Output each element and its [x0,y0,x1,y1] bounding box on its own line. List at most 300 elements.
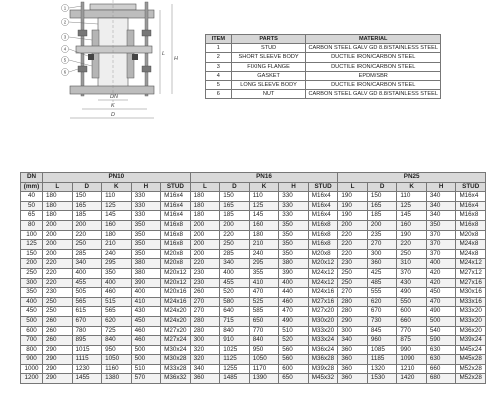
table-cell: 440 [279,288,309,298]
table-cell: 340 [426,192,456,202]
table-cell: 390 [279,268,309,278]
table-cell: 565 [72,297,102,307]
dn-cell: 80 [21,220,43,230]
table-cell: 990 [397,345,427,355]
table-cell: 770 [249,326,279,336]
table-cell: M16x4 [308,201,338,211]
table-cell: 280 [190,316,220,326]
dn-cell: 250 [21,268,43,278]
table-row [21,268,486,278]
dismantling-joint-drawing [0,0,200,140]
table-cell: 370 [426,249,456,259]
table-cell: 165 [72,201,102,211]
table-cell: 650 [279,374,309,384]
table-cell: 330 [279,211,309,221]
table-cell: M16x8 [161,240,191,250]
table-cell: 340 [72,259,102,269]
dn-cell: 450 [21,307,43,317]
table-cell: M27x20 [161,326,191,336]
table-cell: M20x12 [161,268,191,278]
table-row [21,297,486,307]
table-cell: 490 [426,307,456,317]
table-cell: M24x16 [161,297,191,307]
table-cell: 1090 [397,355,427,365]
table-cell: 250 [43,307,73,317]
dn-cell: 500 [21,316,43,326]
table-cell: 200 [72,220,102,230]
table-cell: 185 [220,211,250,221]
callout-4: 4 [63,46,67,52]
table-cell: 455 [220,278,250,288]
table-cell: 160 [102,220,132,230]
table-cell: 840 [102,336,132,346]
table-cell: 200 [43,240,73,250]
table-cell: M45x28 [456,355,486,365]
table-cell: 500 [426,316,456,326]
dn-cell: 1200 [21,374,43,384]
table-cell: 510 [279,326,309,336]
table-cell: 110 [397,192,427,202]
part-item-number: 1 [206,44,232,53]
table-cell: 780 [72,326,102,336]
table-cell: 165 [367,201,397,211]
table-cell: 910 [220,336,250,346]
header-material: MATERIAL [306,35,441,44]
table-cell: 180 [190,201,220,211]
table-cell: M16x8 [308,240,338,250]
table-cell: 1085 [367,345,397,355]
dn-cell: 900 [21,355,43,365]
table-cell: 950 [102,345,132,355]
table-cell: 150 [72,192,102,202]
column-header-l: L [190,182,220,192]
table-cell: M20x8 [308,249,338,259]
table-cell: 285 [220,249,250,259]
table-cell: 430 [397,278,427,288]
table-cell: 295 [249,259,279,269]
table-cell: 620 [367,297,397,307]
table-cell: M24x20 [161,307,191,317]
table-cell: 400 [131,288,161,298]
header-group-pn25: PN25 [338,173,486,183]
table-row [21,316,486,326]
table-row [21,326,486,336]
table-cell: 280 [190,326,220,336]
table-cell: 360 [338,355,368,365]
table-cell: M16x8 [456,220,486,230]
dn-cell: 350 [21,288,43,298]
table-cell: 350 [279,249,309,259]
table-cell: 200 [367,220,397,230]
table-cell: 185 [72,211,102,221]
table-cell: 350 [131,230,161,240]
table-cell: M36x20 [456,326,486,336]
table-cell: 715 [220,316,250,326]
table-cell: M20x12 [161,278,191,288]
header-dn: DN [21,173,43,183]
table-cell: 460 [279,297,309,307]
table-cell: 270 [190,307,220,317]
dn-cell: 800 [21,345,43,355]
column-header-l: L [43,182,73,192]
table-cell: 515 [102,297,132,307]
dims-header-groups [21,173,486,183]
table-cell: M20x16 [161,288,191,298]
table-cell: M30x28 [161,355,191,365]
table-cell: 110 [102,192,132,202]
table-cell: 400 [220,268,250,278]
table-cell: 145 [397,211,427,221]
table-cell: 340 [426,211,456,221]
dn-cell: 200 [21,259,43,269]
column-header-d: D [72,182,102,192]
table-cell: M16x4 [308,211,338,221]
table-cell: 845 [367,326,397,336]
table-cell: 160 [397,220,427,230]
table-cell: M16x4 [456,192,486,202]
part-name: SHORT SLEEVE BODY [231,53,306,62]
table-cell: 125 [397,201,427,211]
parts-row [206,71,441,80]
table-cell: 200 [220,220,250,230]
table-cell: 660 [426,364,456,374]
table-cell: M24x8 [456,249,486,259]
column-header-l: L [338,182,368,192]
column-header-stud: STUD [456,182,486,192]
table-cell: 425 [367,268,397,278]
table-cell: 1160 [102,364,132,374]
column-header-d: D [220,182,250,192]
table-cell: 340 [220,259,250,269]
table-cell: 240 [102,249,132,259]
part-item-number: 2 [206,53,232,62]
table-cell: M33x20 [456,307,486,317]
table-cell: 270 [190,297,220,307]
table-cell: 400 [102,278,132,288]
table-row [21,249,486,259]
callout-3: 3 [63,34,67,40]
table-cell: 250 [220,240,250,250]
table-cell: 660 [397,316,427,326]
table-cell: 250 [338,278,368,288]
column-header-k: K [102,182,132,192]
table-cell: 390 [131,278,161,288]
part-item-number: 3 [206,62,232,71]
column-header-k: K [397,182,427,192]
table-cell: 350 [426,220,456,230]
table-cell: 340 [338,336,368,346]
table-cell: 340 [426,201,456,211]
callout-6: 6 [63,69,67,75]
table-cell: 1015 [72,345,102,355]
parts-row [206,90,441,99]
table-cell: M33x16 [456,297,486,307]
table-cell: M27x16 [456,278,486,288]
table-cell: 470 [249,288,279,298]
table-cell: 290 [43,355,73,365]
dn-cell: 150 [21,249,43,259]
part-material: CARBON STEEL GALV GD 8.8/STAINLESS STEEL [306,44,441,53]
table-cell: M16x8 [161,220,191,230]
table-cell: 1050 [102,355,132,365]
table-cell: 200 [190,240,220,250]
table-cell: 280 [338,297,368,307]
table-row [21,220,486,230]
dim-label-l: L [162,51,166,57]
table-cell: 500 [131,345,161,355]
dn-cell: 700 [21,336,43,346]
part-item-number: 4 [206,71,232,80]
table-cell: 200 [43,230,73,240]
table-cell: 150 [220,192,250,202]
part-name: NUT [231,90,306,99]
table-cell: 340 [190,364,220,374]
table-cell: M16x8 [456,211,486,221]
part-material: DUCTILE IRON/CARBON STEEL [306,53,441,62]
dn-cell: 50 [21,201,43,211]
table-cell: 190 [338,192,368,202]
table-cell: 430 [131,307,161,317]
table-cell: M45x24 [456,345,486,355]
table-cell: 485 [367,278,397,288]
table-cell: M24x12 [308,278,338,288]
table-row [21,374,486,384]
table-cell: 630 [426,355,456,365]
table-cell: 350 [131,240,161,250]
table-cell: 615 [72,307,102,317]
table-cell: 360 [367,259,397,269]
part-material: CARBON STEEL GALV GD 8.8/STAINLESS STEEL [306,90,441,99]
table-cell: 330 [279,201,309,211]
table-cell: 350 [279,240,309,250]
table-cell: 360 [338,345,368,355]
table-cell: 290 [43,364,73,374]
table-cell: 370 [426,230,456,240]
table-cell: 180 [43,192,73,202]
table-cell: 300 [367,249,397,259]
dim-label-dn: DN [110,94,118,100]
part-name: FIXING FLANGE [231,62,306,71]
part-item-number: 6 [206,90,232,99]
table-cell: 300 [190,336,220,346]
table-cell: 1380 [102,374,132,384]
table-cell: 350 [279,230,309,240]
table-cell: 470 [426,297,456,307]
table-cell: M24x12 [456,259,486,269]
table-cell: 670 [367,307,397,317]
table-cell: 230 [190,268,220,278]
dim-label-d: D [111,112,115,118]
header-item: ITEM [206,35,232,44]
table-cell: 450 [426,288,456,298]
table-cell: 630 [426,345,456,355]
header-dn-unit: (mm) [21,182,43,192]
table-cell: 310 [397,259,427,269]
parts-row [206,81,441,90]
table-cell: 640 [220,307,250,317]
table-cell: 380 [131,259,161,269]
table-cell: 1185 [367,355,397,365]
part-item-number: 5 [206,81,232,90]
dims-table-body [21,192,486,384]
table-cell: 600 [279,364,309,374]
table-row [21,211,486,221]
column-header-h: H [279,182,309,192]
table-row [21,259,486,269]
table-cell: 560 [279,345,309,355]
column-header-stud: STUD [161,182,191,192]
table-cell: 725 [102,326,132,336]
table-cell: 1050 [249,355,279,365]
header-parts: PARTS [231,35,306,44]
part-material: DUCTILE IRON/CARBON STEEL [306,62,441,71]
table-cell: 620 [102,316,132,326]
table-cell: 230 [190,278,220,288]
table-cell: M27x16 [308,297,338,307]
table-cell: 350 [131,220,161,230]
table-cell: 1320 [367,364,397,374]
table-cell: 220 [72,230,102,240]
table-cell: 260 [43,326,73,336]
table-cell: 320 [190,345,220,355]
table-cell: 420 [426,278,456,288]
part-material: DUCTILE IRON/CARBON STEEL [306,81,441,90]
table-cell: 280 [338,307,368,317]
table-cell: M24x20 [161,316,191,326]
table-cell: 150 [367,192,397,202]
table-cell: 875 [397,336,427,346]
part-material: EPDM/SBR [306,71,441,80]
table-cell: M24x16 [308,288,338,298]
table-row [21,201,486,211]
table-cell: 950 [249,345,279,355]
table-row [21,355,486,365]
dn-cell: 100 [21,230,43,240]
table-cell: 220 [397,240,427,250]
table-cell: 190 [338,201,368,211]
table-cell: 670 [72,316,102,326]
table-cell: 1485 [220,374,250,384]
dims-header-columns [21,182,486,192]
callout-5: 5 [63,57,67,63]
column-header-h: H [131,182,161,192]
table-cell: 110 [249,192,279,202]
table-cell: 180 [43,201,73,211]
dn-cell: 65 [21,211,43,221]
table-cell: M52x28 [456,374,486,384]
table-cell: M24x8 [456,240,486,250]
table-cell: 350 [102,268,132,278]
table-cell: 180 [102,230,132,240]
table-cell: 895 [72,336,102,346]
table-cell: 220 [190,259,220,269]
table-cell: M27x24 [161,336,191,346]
table-cell: 400 [279,278,309,288]
table-cell: 200 [190,220,220,230]
table-cell: 210 [102,240,132,250]
table-cell: 190 [397,230,427,240]
table-cell: M39x24 [456,336,486,346]
table-cell: 145 [102,211,132,221]
table-cell: 460 [102,288,132,298]
table-cell: 1420 [397,374,427,384]
table-cell: 125 [249,201,279,211]
header-group-pn16: PN16 [190,173,338,183]
table-cell: 520 [279,336,309,346]
callout-2: 2 [63,19,67,25]
table-cell: 370 [397,268,427,278]
table-cell: 220 [43,268,73,278]
table-cell: 165 [220,201,250,211]
table-cell: M36x28 [308,355,338,365]
table-cell: 230 [43,288,73,298]
table-cell: 455 [72,278,102,288]
column-header-k: K [249,182,279,192]
table-cell: 600 [397,307,427,317]
table-cell: 200 [43,220,73,230]
table-cell: 420 [426,268,456,278]
table-row [21,345,486,355]
table-cell: 1455 [72,374,102,384]
table-cell: 580 [220,297,250,307]
table-cell: 250 [397,249,427,259]
dn-cell: 125 [21,240,43,250]
table-cell: 1210 [397,364,427,374]
table-cell: 565 [102,307,132,317]
table-cell: 680 [426,374,456,384]
table-cell: 230 [338,259,368,269]
table-cell: M30x16 [456,288,486,298]
table-cell: 260 [190,288,220,298]
table-cell: 210 [249,240,279,250]
table-row [21,307,486,317]
table-cell: M33x24 [308,336,338,346]
parts-table-body [206,44,441,99]
table-cell: M16x8 [161,230,191,240]
table-cell: 410 [131,297,161,307]
table-cell: 1255 [220,364,250,374]
table-cell: 520 [220,288,250,298]
table-cell: 125 [102,201,132,211]
table-cell: 330 [279,192,309,202]
table-cell: 550 [397,297,427,307]
table-cell: 235 [367,230,397,240]
table-cell: 1125 [220,355,250,365]
table-cell: M45x32 [308,374,338,384]
table-cell: 260 [43,336,73,346]
table-cell: 200 [190,230,220,240]
parts-table [205,34,441,99]
table-row [21,230,486,240]
table-cell: 1390 [249,374,279,384]
table-cell: 320 [190,355,220,365]
header-group-pn10: PN10 [43,173,191,183]
table-cell: 190 [338,211,368,221]
table-cell: 360 [190,374,220,384]
table-cell: M20x12 [308,259,338,269]
table-cell: 450 [131,316,161,326]
table-cell: 360 [338,364,368,374]
table-cell: M20x8 [161,259,191,269]
table-cell: 1025 [220,345,250,355]
parts-row [206,44,441,53]
column-header-d: D [367,182,397,192]
table-cell: M30x20 [308,316,338,326]
table-cell: 290 [43,374,73,384]
table-cell: 1530 [367,374,397,384]
table-cell: 960 [367,336,397,346]
table-cell: 1115 [72,355,102,365]
